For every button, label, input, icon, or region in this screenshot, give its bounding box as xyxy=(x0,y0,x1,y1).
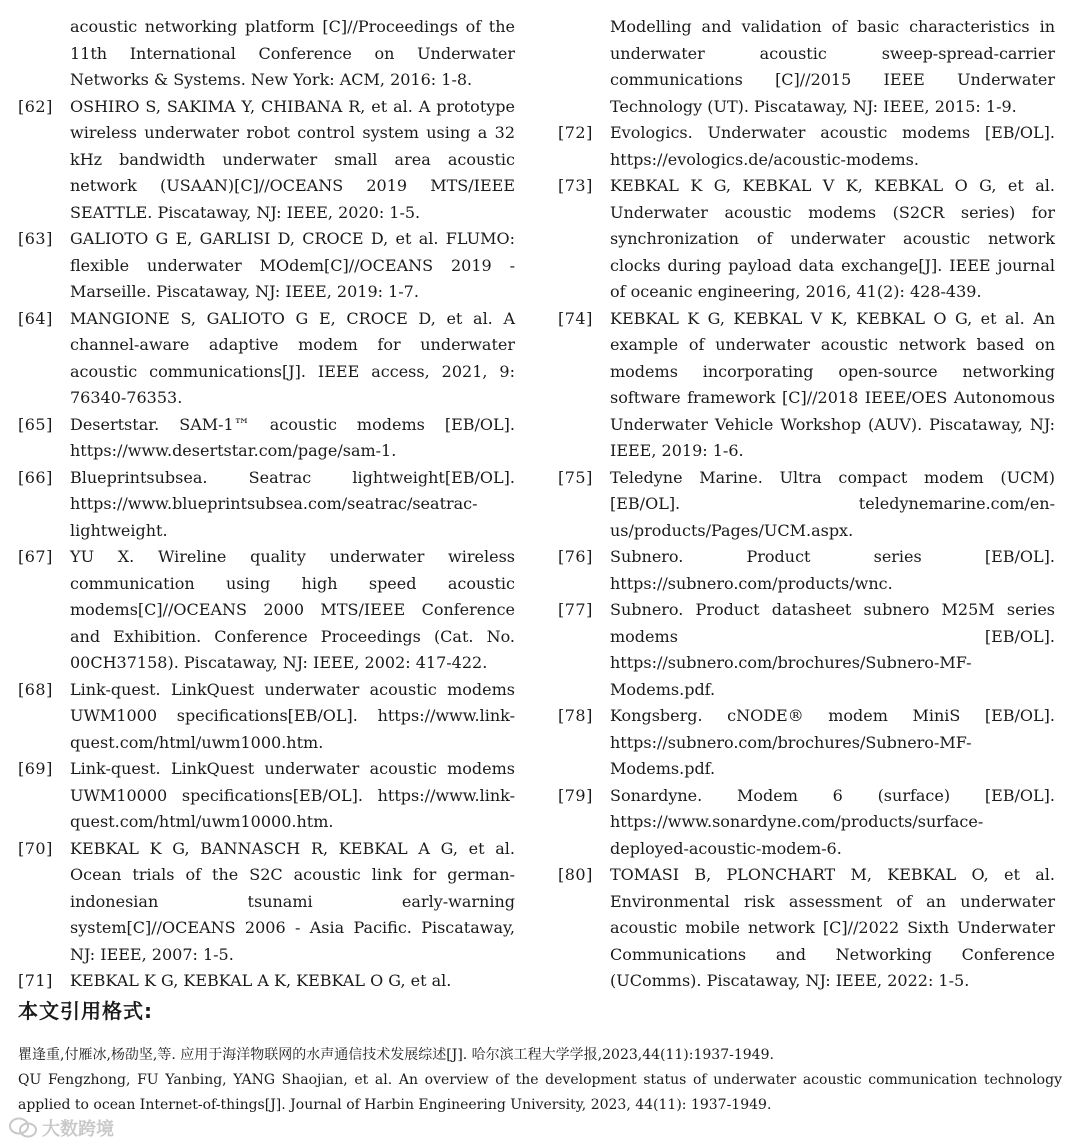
reference-number: [75] xyxy=(558,467,593,487)
reference-entry xyxy=(18,306,515,412)
left-reference-list xyxy=(18,94,515,995)
reference-number: [70] xyxy=(18,838,53,858)
reference-entry xyxy=(558,544,1055,597)
reference-number: [65] xyxy=(18,414,53,434)
reference-text: YU X. Wireline quality underwater wireless communication using high speed acoustic modems[C]//OCEANS 2000 MTS/IEEE Conference and Exhibition. Conference Proceedings (Cat. No. 00CH37158). Piscataway, NJ: IEEE, 2002: 417-422. xyxy=(70,547,515,672)
reference-entry xyxy=(558,465,1055,545)
reference-entry xyxy=(18,677,515,757)
reference-entry xyxy=(558,862,1055,995)
reference-entry xyxy=(558,306,1055,465)
reference-text: Subnero. Product datasheet subnero M25M series modems [EB/OL]. https://subnero.com/brochures/Subnero-MF-Modems.pdf. xyxy=(610,600,1055,699)
reference-number: [64] xyxy=(18,308,53,328)
reference-entry xyxy=(18,465,515,545)
reference-text: KEBKAL K G, KEBKAL V K, KEBKAL O G, et al. An example of underwater acoustic network based on modems incorporating open-source networking software framework [C]//2018 IEEE/OES Autonomous Underwater Vehicle Workshop (AUV). Piscataway, NJ: IEEE, 2019: 1-6. xyxy=(610,308,1055,460)
right-continuation: Modelling and validation of basic characteristics in underwater acoustic sweep-spread-carrier communications [C]//2015 IEEE Underwater Technology (UT). Piscataway, NJ: IEEE, 2015: 1-9. xyxy=(610,17,1055,116)
reference-entry xyxy=(558,120,1055,173)
reference-text: Teledyne Marine. Ultra compact modem (UCM) [EB/OL]. teledynemarine.com/en-us/products/Pages/UCM.aspx. xyxy=(610,467,1055,540)
reference-text: KEBKAL K G, KEBKAL V K, KEBKAL O G, et al. Underwater acoustic modems (S2CR series) for synchronization of underwater acoustic network clocks during payload data exchange[J]. IEEE journal of oceanic engineering, 2016, 41(2): 428-439. xyxy=(610,176,1055,301)
reference-number: [71] xyxy=(18,971,53,990)
watermark xyxy=(8,1114,114,1142)
reference-text: MANGIONE S, GALIOTO G E, CROCE D, et al. A channel-aware adaptive modem for underwater acoustic communications[J]. IEEE access, 2021, 9: 76340-76353. xyxy=(70,308,515,407)
reference-number: [73] xyxy=(558,176,593,195)
reference-number: [76] xyxy=(558,547,593,566)
reference-entry xyxy=(18,226,515,306)
reference-entry xyxy=(558,597,1055,703)
reference-text: Evologics. Underwater acoustic modems [EB/OL]. https://evologics.de/acoustic-modems. xyxy=(610,123,1055,169)
left-continuation: acoustic networking platform [C]//Proceedings of the 11th International Conference on Underwater Networks & Systems. New York: ACM, 2016: 1-8. xyxy=(70,17,515,89)
reference-entry xyxy=(18,94,515,227)
reference-number: [80] xyxy=(558,865,593,884)
reference-number: [79] xyxy=(558,785,593,805)
reference-text: KEBKAL K G, KEBKAL A K, KEBKAL O G, et al. xyxy=(70,971,452,990)
reference-text: GALIOTO G E, GARLISI D, CROCE D, et al. FLUMO: flexible underwater MOdem[C]//OCEANS 2019 - Marseille. Piscataway, NJ: IEEE, 2019: 1-7. xyxy=(70,229,515,301)
reference-number: [62] xyxy=(18,96,53,116)
reference-entry xyxy=(18,544,515,677)
citation-english: QU Fengzhong, FU Yanbing, YANG Shaojian, et al. An overview of the development status of underwater acoustic communication technology applied to ocean Internet-of-things[J]. Journal of Harbin Engineering University, 2023, 44(11): 1937-1949. xyxy=(18,1072,1062,1113)
reference-entry xyxy=(18,968,515,995)
reference-number: [74] xyxy=(558,308,593,328)
reference-entry xyxy=(18,412,515,465)
reference-number: [72] xyxy=(558,123,593,142)
reference-text: Desertstar. SAM-1™ acoustic modems [EB/OL]. https://www.desertstar.com/page/sam-1. xyxy=(70,414,515,460)
citation-section xyxy=(18,996,1062,1118)
reference-number: [68] xyxy=(18,679,53,699)
reference-text: Subnero. Product series [EB/OL]. https://subnero.com/products/wnc. xyxy=(610,547,1055,593)
reference-number: [77] xyxy=(558,600,593,619)
reference-entry xyxy=(558,173,1055,306)
reference-text: OSHIRO S, SAKIMA Y, CHIBANA R, et al. A prototype wireless underwater robot control system using a 32 kHz bandwidth underwater small area acoustic network (USAAN)[C]//OCEANS 2019 MTS/IEEE SEATTLE. Piscataway, NJ: IEEE, 2020: 1-5. xyxy=(70,96,515,222)
reference-text: Link-quest. LinkQuest underwater acoustic modems UWM1000 specifications[EB/OL]. https://www.link-quest.com/html/uwm1000.htm. xyxy=(70,679,515,752)
reference-number: [69] xyxy=(18,759,53,778)
reference-number: [66] xyxy=(18,467,53,487)
citation-chinese: 瞿逢重,付雁冰,杨劭坚,等. 应用于海洋物联网的水声通信技术发展综述[J]. 哈尔滨工程大学学报,2023,44(11):1937-1949. xyxy=(18,1047,774,1063)
reference-text: TOMASI B, PLONCHART M, KEBKAL O, et al. Environmental risk assessment of an underwater acoustic mobile network [C]//2022 Sixth Underwater Communications and Networking Conference (UComms). Piscataway, NJ: IEEE, 2022: 1-5. xyxy=(610,865,1055,990)
watermark-text: 大数跨境 xyxy=(42,1119,114,1140)
reference-text: Sonardyne. Modem 6 (surface) [EB/OL]. https://www.sonardyne.com/products/surface-deployed-acoustic-modem-6. xyxy=(610,785,1055,858)
reference-text: KEBKAL K G, BANNASCH R, KEBKAL A G, et al. Ocean trials of the S2C acoustic link for german-indonesian tsunami early-warning system[C]//OCEANS 2006 - Asia Pacific. Piscataway, NJ: IEEE, 2007: 1-5. xyxy=(70,838,515,964)
chat-bubble-icon xyxy=(8,1116,38,1140)
right-reference-list xyxy=(558,120,1055,995)
reference-entry xyxy=(558,703,1055,783)
reference-entry xyxy=(558,783,1055,863)
right-column xyxy=(558,14,1055,995)
reference-number: [67] xyxy=(18,547,53,566)
left-column xyxy=(18,14,515,995)
reference-text: Blueprintsubsea. Seatrac lightweight[EB/OL]. https://www.blueprintsubsea.com/seatrac/seatrac-lightweight. xyxy=(70,467,515,540)
reference-text: Kongsberg. cNODE® modem MiniS [EB/OL]. https://subnero.com/brochures/Subnero-MF-Modems.pdf. xyxy=(610,706,1055,778)
reference-number: [63] xyxy=(18,229,53,248)
reference-number: [78] xyxy=(558,706,593,725)
reference-text: Link-quest. LinkQuest underwater acoustic modems UWM10000 specifications[EB/OL]. https://www.link-quest.com/html/uwm10000.htm. xyxy=(70,759,515,831)
reference-entry xyxy=(18,756,515,836)
citation-heading: 本文引用格式: xyxy=(18,999,153,1023)
reference-entry xyxy=(18,836,515,969)
